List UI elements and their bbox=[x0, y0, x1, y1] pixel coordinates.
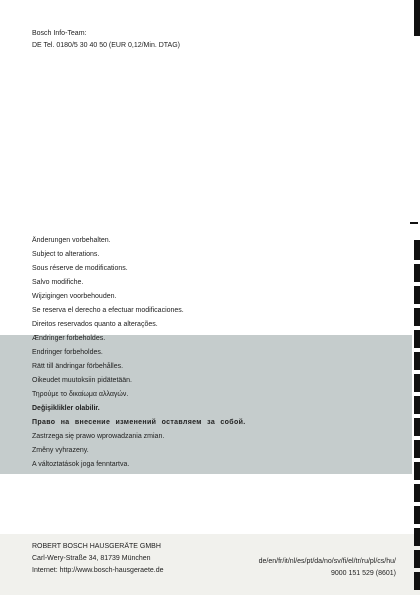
document-codes bbox=[259, 556, 396, 580]
tab-tick bbox=[410, 222, 418, 224]
notice-en: Subject to alterations. bbox=[32, 251, 100, 258]
tab-marker bbox=[414, 462, 420, 480]
language-codes: de/en/fr/it/nl/es/pt/da/no/sv/fi/el/tr/ru/pl/cs/hu/ bbox=[258, 558, 396, 565]
part-number: 9000 151 529 (8601) bbox=[331, 570, 396, 577]
contact-phone: DE Tel. 0180/5 30 40 50 (EUR 0,12/Min. DTAG) bbox=[32, 42, 180, 49]
notice-it: Salvo modifiche. bbox=[32, 279, 84, 286]
tab-marker bbox=[414, 264, 420, 282]
notice-pt: Direitos reservados quanto a alterações. bbox=[32, 321, 158, 328]
notice-el: Τηρούμε το δικαίωμα αλλαγών. bbox=[32, 391, 129, 398]
tab-marker bbox=[414, 330, 420, 348]
contact-title: Bosch Info-Team: bbox=[32, 30, 87, 37]
tab-marker bbox=[414, 240, 420, 260]
notice-hu: A változtatások joga fenntartva. bbox=[32, 461, 130, 468]
notice-es: Se reserva el derecho a efectuar modificaciones. bbox=[32, 307, 184, 314]
notice-fr: Sous réserve de modifications. bbox=[32, 265, 128, 272]
tab-marker bbox=[414, 572, 420, 590]
company-street: Carl-Wery-Straße 34, 81739 München bbox=[32, 555, 151, 562]
notice-cs: Změny vyhrazeny. bbox=[32, 447, 89, 454]
tab-marker bbox=[414, 484, 420, 502]
notice-tr: Değişiklikler olabilir. bbox=[32, 405, 100, 412]
company-internet: Internet: http://www.bosch-hausgeraete.de bbox=[32, 567, 164, 574]
notice-pl: Zastrzega się prawo wprowadzania zmian. bbox=[32, 433, 165, 440]
company-name: ROBERT BOSCH HAUSGERÄTE GMBH bbox=[32, 543, 161, 550]
tab-marker bbox=[414, 0, 420, 36]
tab-marker bbox=[414, 440, 420, 458]
tab-marker bbox=[414, 352, 420, 370]
tab-marker bbox=[414, 374, 420, 392]
tab-marker bbox=[414, 550, 420, 568]
alterations-notice-list bbox=[32, 234, 246, 472]
tab-marker bbox=[414, 286, 420, 304]
notice-nl: Wijzigingen voorbehouden. bbox=[32, 293, 117, 300]
tab-marker bbox=[414, 506, 420, 524]
notice-fi: Oikeudet muutoksiin pidätetään. bbox=[32, 377, 133, 384]
contact-block bbox=[32, 28, 180, 52]
notice-da: Ændringer forbeholdes. bbox=[32, 335, 106, 342]
notice-sv: Rätt till ändringar förbehålles. bbox=[32, 363, 124, 370]
language-tab-markers bbox=[412, 0, 420, 595]
tab-marker bbox=[414, 396, 420, 414]
notice-de: Änderungen vorbehalten. bbox=[32, 237, 111, 244]
tab-marker bbox=[414, 308, 420, 326]
notice-ru: Право на внесение изменений оставляем за собой. bbox=[32, 419, 246, 426]
tab-marker bbox=[414, 418, 420, 436]
company-address bbox=[32, 541, 164, 577]
tab-marker bbox=[414, 528, 420, 546]
notice-no: Endringer forbeholdes. bbox=[32, 349, 103, 356]
